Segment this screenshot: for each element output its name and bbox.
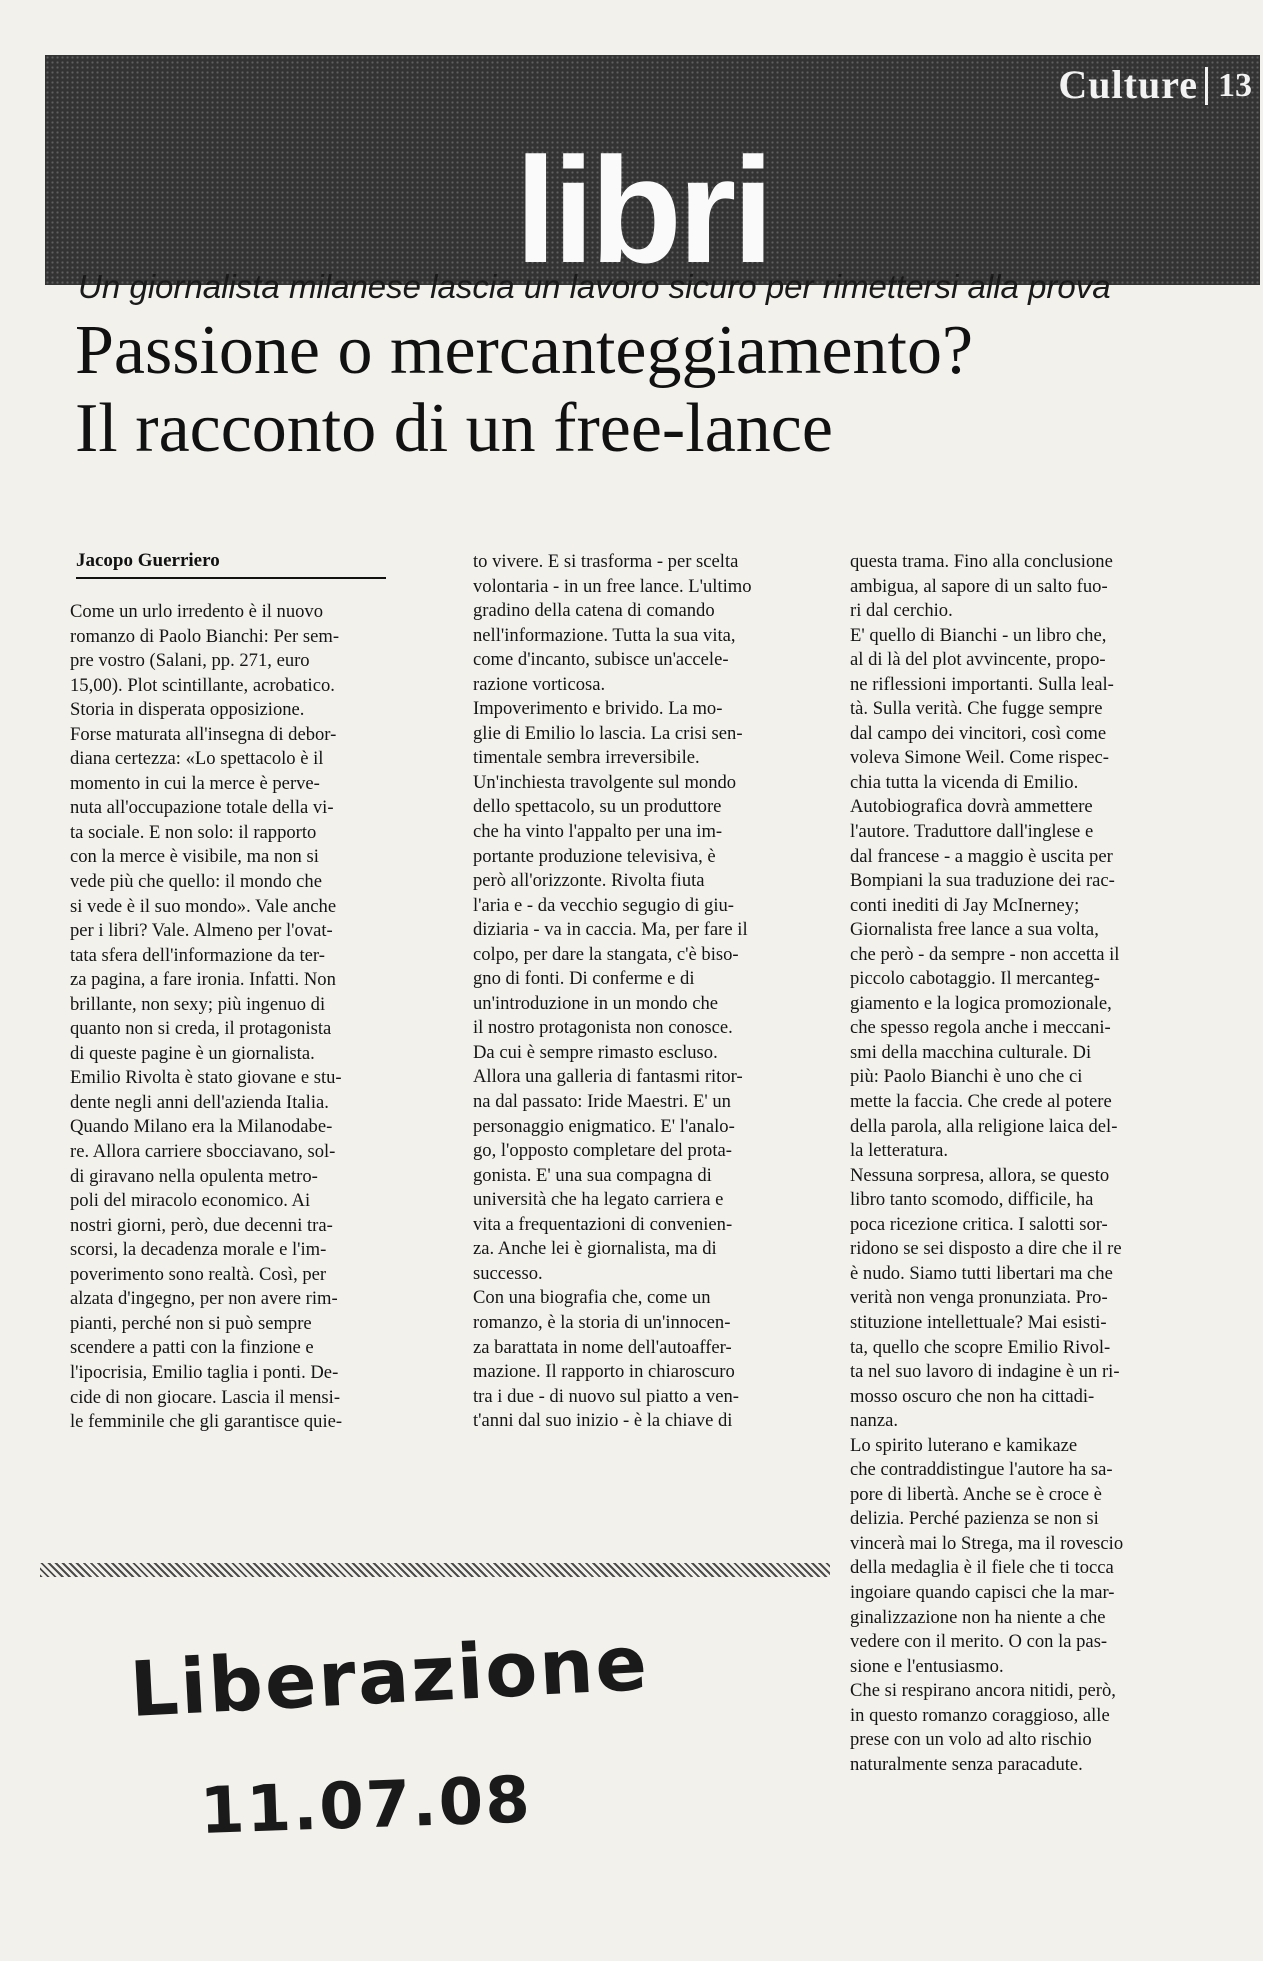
text-line: di giravano nella opulenta metro- bbox=[70, 1165, 318, 1187]
text-line: piccolo cabotaggio. Il mercanteg- bbox=[850, 968, 1100, 990]
text-line: università che ha legato carriera e bbox=[473, 1189, 724, 1211]
text-line: delizia. Perché pazienza se non si bbox=[850, 1508, 1099, 1530]
text-line: ridono se sei disposto a dire che il re bbox=[850, 1238, 1122, 1260]
text-line: ne riflessioni importanti. Sulla leal- bbox=[850, 673, 1114, 695]
text-line: dal campo dei vincitori, così come bbox=[850, 722, 1107, 744]
text-line: vedere con il merito. O con la pas- bbox=[850, 1631, 1108, 1653]
text-line: za pagina, a fare ironia. Infatti. Non bbox=[70, 969, 336, 991]
text-line: stituzione intellettuale? Mai esisti- bbox=[850, 1311, 1107, 1333]
text-line: volontaria - in un free lance. L'ultimo bbox=[473, 575, 752, 597]
text-line: voleva Simone Weil. Come rispec- bbox=[850, 747, 1109, 769]
text-line: poca ricezione critica. I salotti sor- bbox=[850, 1213, 1108, 1235]
text-line: razione vorticosa. bbox=[473, 673, 606, 695]
text-line: pre vostro (Salani, pp. 271, euro bbox=[70, 650, 310, 672]
text-line: vede più che quello: il mondo che bbox=[70, 871, 322, 893]
text-line: di queste pagine è un giornalista. bbox=[70, 1042, 315, 1064]
text-line: che spesso regola anche i meccani- bbox=[850, 1017, 1111, 1039]
text-line: mazione. Il rapporto in chiaroscuro bbox=[473, 1361, 735, 1383]
text-line: scorsi, la decadenza morale e l'im- bbox=[70, 1239, 327, 1261]
text-line: Con una biografia che, come un bbox=[473, 1287, 711, 1309]
text-line: quanto non si creda, il protagonista bbox=[70, 1018, 332, 1040]
text-line: dello spettacolo, su un produttore bbox=[473, 796, 722, 818]
text-line: pore di libertà. Anche se è croce è bbox=[850, 1483, 1102, 1505]
text-line: vincerà mai lo Strega, ma il rovescio bbox=[850, 1532, 1124, 1554]
text-line: ambigua, al sapore di un salto fuo- bbox=[850, 575, 1108, 597]
text-line: ta nel suo lavoro di indagine è un ri- bbox=[850, 1361, 1120, 1383]
text-line: nostri giorni, però, due decenni tra- bbox=[70, 1214, 333, 1236]
text-line: scendere a patti con la finzione e bbox=[70, 1337, 314, 1359]
text-line: Che si respirano ancora nitidi, però, bbox=[850, 1680, 1116, 1702]
text-line: della medaglia è il fiele che ti tocca bbox=[850, 1557, 1114, 1579]
text-line: cide di non giocare. Lascia il mensi- bbox=[70, 1386, 341, 1408]
text-line: brillante, non sexy; più ingenuo di bbox=[70, 993, 326, 1015]
text-line: tra i due - di nuovo sul piatto a ven- bbox=[473, 1385, 739, 1407]
text-line: pianti, perché non si può sempre bbox=[70, 1312, 312, 1334]
text-line: go, l'opposto completare del prota- bbox=[473, 1140, 732, 1162]
text-line: Emilio Rivolta è stato giovane e stu- bbox=[70, 1067, 342, 1089]
text-line: Autobiografica dovrà ammettere bbox=[850, 796, 1093, 818]
text-line: Allora una galleria di fantasmi ritor- bbox=[473, 1066, 743, 1088]
text-line: timentale sembra irreversibile. bbox=[473, 747, 700, 769]
article-column-3 bbox=[850, 550, 1220, 1777]
text-line: E' quello di Bianchi - un libro che, bbox=[850, 624, 1107, 646]
text-line: in questo romanzo coraggioso, alle bbox=[850, 1704, 1110, 1726]
text-line: dente negli anni dell'azienda Italia. bbox=[70, 1091, 329, 1113]
text-line: personaggio enigmatico. E' l'analo- bbox=[473, 1115, 735, 1137]
text-line: ta, quello che scopre Emilio Rivol- bbox=[850, 1336, 1111, 1358]
text-line: giamento e la logica promozionale, bbox=[850, 992, 1112, 1014]
text-line: Nessuna sorpresa, allora, se questo bbox=[850, 1164, 1110, 1186]
text-line: gradino della catena di comando bbox=[473, 600, 715, 622]
text-line: to vivere. E si trasforma - per scelta bbox=[473, 551, 739, 572]
text-line: nuta all'occupazione totale della vi- bbox=[70, 797, 334, 819]
text-line: chia tutta la vicenda di Emilio. bbox=[850, 771, 1079, 793]
text-line: glie di Emilio lo lascia. La crisi sen- bbox=[473, 722, 743, 744]
text-line: mosso oscuro che non ha cittadi- bbox=[850, 1385, 1095, 1407]
text-line: poli del miracolo economico. Ai bbox=[70, 1190, 311, 1212]
text-line: un'introduzione in un mondo che bbox=[473, 992, 719, 1014]
handwritten-source-note: Liberazione bbox=[127, 1617, 651, 1734]
text-line: tata sfera dell'informazione da ter- bbox=[70, 944, 325, 966]
text-line: t'anni dal suo inizio - è la chiave di bbox=[473, 1410, 733, 1432]
text-line: si vede è il suo mondo». Vale anche bbox=[70, 895, 337, 917]
article-headline bbox=[75, 312, 1225, 468]
text-line: la letteratura. bbox=[850, 1140, 949, 1162]
text-line: romanzo di Paolo Bianchi: Per sem- bbox=[70, 625, 340, 647]
text-line: libro tanto scomodo, difficile, ha bbox=[850, 1189, 1094, 1211]
text-line: dal francese - a maggio è uscita per bbox=[850, 845, 1113, 867]
text-line: ta sociale. E non solo: il rapporto bbox=[70, 821, 317, 843]
text-line: portante produzione televisiva, è bbox=[473, 845, 716, 867]
text-line: tà. Sulla verità. Che fugge sempre bbox=[850, 698, 1103, 720]
text-line: Bompiani la sua traduzione dei rac- bbox=[850, 870, 1115, 892]
article-column-1 bbox=[70, 600, 435, 1435]
text-line: gonista. E' una sua compagna di bbox=[473, 1164, 712, 1186]
text-line: che ha vinto l'appalto per una im- bbox=[473, 821, 723, 843]
page-number: 13 bbox=[1205, 67, 1252, 105]
text-line: l'aria e - da vecchio segugio di giu- bbox=[473, 894, 734, 916]
text-line: alzata d'ingegno, per non avere rim- bbox=[70, 1288, 338, 1310]
text-line: come d'incanto, subisce un'accele- bbox=[473, 649, 729, 671]
text-line: 15,00). Plot scintillante, acrobatico. bbox=[70, 674, 335, 696]
text-line: più: Paolo Bianchi è uno che ci bbox=[850, 1066, 1083, 1088]
text-line: della parola, alla religione laica del- bbox=[850, 1115, 1118, 1137]
text-line: però all'orizzonte. Rivolta fiuta bbox=[473, 870, 705, 892]
text-line: za barattata in nome dell'autoaffer- bbox=[473, 1336, 732, 1358]
article-byline: Jacopo Guerriero bbox=[76, 550, 386, 579]
section-label: Culture bbox=[1058, 62, 1198, 107]
text-line: Da cui è sempre rimasto escluso. bbox=[473, 1041, 718, 1063]
text-line: momento in cui la merce è perve- bbox=[70, 772, 320, 794]
text-line: romanzo, è la storia di un'innocen- bbox=[473, 1311, 731, 1333]
column-divider-rule bbox=[40, 1563, 830, 1577]
text-line: per i libri? Vale. Almeno per l'ovat- bbox=[70, 920, 333, 942]
text-line: al di là del plot avvincente, propo- bbox=[850, 649, 1106, 671]
rubric-title: libri bbox=[515, 126, 771, 294]
text-line: le femminile che gli garantisce quie- bbox=[70, 1411, 343, 1433]
headline-line: Il racconto di un free-lance bbox=[75, 390, 833, 467]
text-line: re. Allora carriere sbocciavano, sol- bbox=[70, 1141, 336, 1163]
text-line: za. Anche lei è giornalista, ma di bbox=[473, 1238, 717, 1260]
text-line: nanza. bbox=[850, 1410, 899, 1432]
text-line: nell'informazione. Tutta la sua vita, bbox=[473, 624, 736, 646]
text-line: Impoverimento e brivido. La mo- bbox=[473, 698, 723, 720]
text-line: verità non venga pronunziata. Pro- bbox=[850, 1287, 1108, 1309]
text-line: Storia in disperata opposizione. bbox=[70, 699, 305, 721]
text-line: na dal passato: Iride Maestri. E' un bbox=[473, 1091, 731, 1113]
text-line: colpo, per dare la stangata, c'è biso- bbox=[473, 943, 739, 965]
text-line: poverimento sono realtà. Così, per bbox=[70, 1263, 327, 1285]
text-line: smi della macchina culturale. Di bbox=[850, 1041, 1092, 1063]
text-line: mette la faccia. Che crede al potere bbox=[850, 1091, 1112, 1113]
text-line: ri dal cerchio. bbox=[850, 600, 953, 622]
text-line: questa trama. Fino alla conclusione bbox=[850, 551, 1113, 572]
text-line: ginalizzazione non ha niente a che bbox=[850, 1606, 1106, 1628]
text-line: diana certezza: «Lo spettacolo è il bbox=[70, 748, 324, 770]
handwritten-date-note: 11.07.08 bbox=[198, 1763, 533, 1849]
text-line: Lo spirito luterano e kamikaze bbox=[850, 1434, 1078, 1456]
text-line: ingoiare quando capisci che la mar- bbox=[850, 1581, 1115, 1603]
text-line: Un'inchiesta travolgente sul mondo bbox=[473, 771, 737, 793]
text-line: sione e l'entusiasmo. bbox=[850, 1655, 1004, 1677]
text-line: il nostro protagonista non conosce. bbox=[473, 1017, 733, 1039]
text-line: Forse maturata all'insegna di debor- bbox=[70, 723, 337, 745]
text-line: è nudo. Siamo tutti libertari ma che bbox=[850, 1262, 1113, 1284]
text-line: successo. bbox=[473, 1262, 543, 1284]
text-line: Giornalista free lance a sua volta, bbox=[850, 919, 1099, 941]
article-kicker: Un giornalista milanese lascia un lavoro sicuro per rimettersi alla prova bbox=[78, 268, 1111, 305]
headline-line: Passione o mercanteggiamento? bbox=[75, 312, 974, 389]
text-line: conti inediti di Jay McInerney; bbox=[850, 894, 1080, 916]
text-line: che contraddistingue l'autore ha sa- bbox=[850, 1459, 1113, 1481]
text-line: gno di fonti. Di conferme e di bbox=[473, 968, 695, 990]
text-line: vita a frequentazioni di convenien- bbox=[473, 1213, 733, 1235]
text-line: che però - da sempre - non accetta il bbox=[850, 943, 1120, 965]
text-line: Come un urlo irredento è il nuovo bbox=[70, 601, 324, 622]
text-line: Quando Milano era la Milanodabe- bbox=[70, 1116, 333, 1138]
text-line: naturalmente senza paracadute. bbox=[850, 1753, 1083, 1775]
text-line: l'ipocrisia, Emilio taglia i ponti. De- bbox=[70, 1361, 339, 1383]
text-line: diziaria - va in caccia. Ma, per fare il bbox=[473, 919, 748, 941]
text-line: con la merce è visibile, ma non si bbox=[70, 846, 319, 868]
text-line: l'autore. Traduttore dall'inglese e bbox=[850, 821, 1094, 843]
article-column-2 bbox=[473, 550, 833, 1434]
text-line: prese con un volo ad alto rischio bbox=[850, 1729, 1092, 1751]
